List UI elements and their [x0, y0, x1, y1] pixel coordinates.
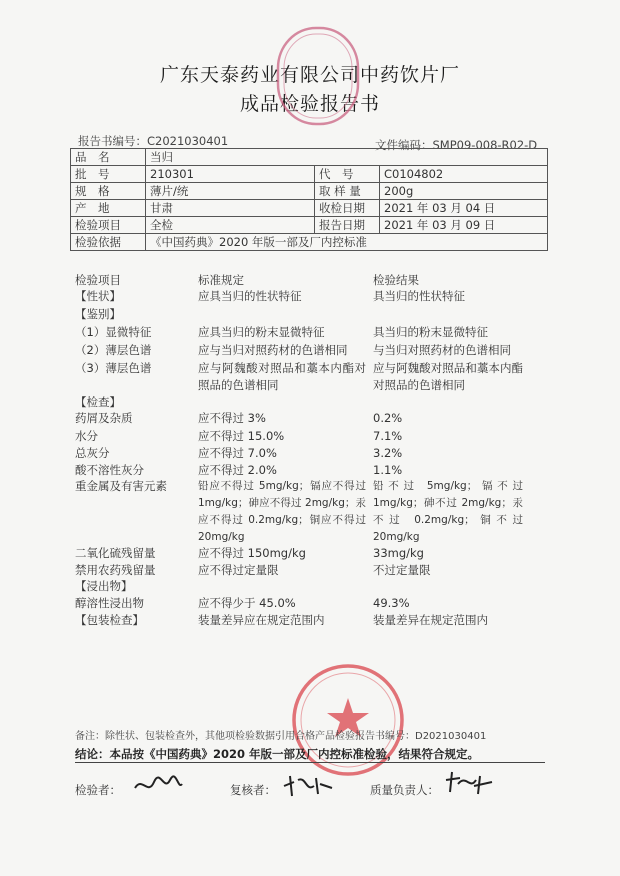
row-standard: 应具当归的粉末显微特征 — [198, 325, 325, 339]
inspector-signature — [130, 770, 185, 800]
origin-label: 产 地 — [71, 200, 146, 217]
row-result: 铅不过 5mg/kg；镉不过 1mg/kg；砷不过 2mg/kg；汞不过 0.2mg/kg；铜不过 20mg/kg — [373, 480, 523, 543]
item-label: 检验项目 — [71, 217, 146, 234]
row-result: 与当归对照药材的色谱相同 — [373, 343, 511, 357]
row-standard: 应不得过 3% — [198, 411, 266, 425]
col-standard-header: 标准规定 — [198, 273, 244, 287]
row-result: 3.2% — [373, 446, 403, 460]
row-item: 【性状】 — [75, 289, 121, 303]
row-standard: 应与当归对照药材的色谱相同 — [198, 343, 348, 357]
qa-label: 质量负责人： — [370, 783, 439, 797]
item-value: 全检 — [146, 217, 315, 234]
spec-value: 薄片/统 — [146, 183, 315, 200]
row-item: （3）薄层色谱 — [75, 361, 152, 375]
row-result: 不过定量限 — [373, 563, 431, 577]
row-result: 49.3% — [373, 596, 410, 610]
qa-signature — [442, 768, 497, 798]
col-result-header: 检验结果 — [373, 273, 419, 287]
basis-label: 检验依据 — [71, 234, 146, 251]
inspection-seal — [270, 20, 365, 130]
row-item: 【包装检查】 — [75, 613, 144, 627]
row-item: 二氧化硫残留量 — [75, 546, 156, 560]
row-result: 应与阿魏酸对照品和藁本内酯对照品的色谱相同 — [373, 361, 523, 392]
batch-label: 批 号 — [71, 166, 146, 183]
report-number: 报告书编号：C2021030401 — [78, 134, 229, 148]
row-item: 酸不溶性灰分 — [75, 463, 144, 477]
row-result: 装量差异在规定范围内 — [373, 613, 488, 627]
row-item: 药屑及杂质 — [75, 411, 133, 425]
info-table — [70, 148, 548, 251]
row-result: 0.2% — [373, 411, 403, 425]
report-date-value: 2021 年 03 月 09 日 — [380, 217, 548, 234]
row-standard: 应不得过定量限 — [198, 563, 279, 577]
file-code: 文件编码：SMP09-008-R02-D — [375, 138, 538, 152]
batch-value: 210301 — [146, 166, 315, 183]
row-standard: 应不得过 15.0% — [198, 429, 285, 443]
row-item: 禁用农药残留量 — [75, 563, 156, 577]
row-result: 1.1% — [373, 463, 403, 477]
report-date-label: 报告日期 — [315, 217, 380, 234]
row-result: 具当归的性状特征 — [373, 289, 465, 303]
code-value: C0104802 — [380, 166, 548, 183]
conclusion-text: 结论：本品按《中国药典》2020 年版一部及厂内控标准检验，结果符合规定。 — [75, 747, 480, 761]
recv-date-label: 收检日期 — [315, 200, 380, 217]
row-standard: 应不得少于 45.0% — [198, 596, 296, 610]
product-value: 当归 — [146, 149, 548, 166]
row-item: 【检查】 — [75, 395, 121, 409]
row-standard: 铅应不得过 5mg/kg；镉应不得过 1mg/kg；砷应不得过 2mg/kg；汞应不得过 0.2mg/kg；铜应不得过 20mg/kg — [198, 480, 366, 543]
row-item: 重金属及有害元素 — [75, 479, 167, 493]
row-item: 【浸出物】 — [75, 579, 133, 593]
inspector-label: 检验者： — [75, 783, 121, 797]
row-item: （1）显微特征 — [75, 325, 152, 339]
reviewer-label: 复核者： — [230, 783, 276, 797]
recv-date-value: 2021 年 03 月 04 日 — [380, 200, 548, 217]
row-standard: 应具当归的性状特征 — [198, 289, 302, 303]
origin-value: 甘肃 — [146, 200, 315, 217]
row-standard: 装量差异应在规定范围内 — [198, 613, 325, 627]
basis-value: 《中国药典》2020 年版一部及厂内控标准 — [146, 234, 548, 251]
row-result: 33mg/kg — [373, 546, 424, 560]
divider — [75, 762, 545, 763]
note-text: 备注：除性状、包装检查外，其他项检验数据引用合格产品检验报告书编号：D2021030401 — [75, 731, 487, 742]
row-result: 具当归的粉末显微特征 — [373, 325, 488, 339]
row-standard: 应不得过 7.0% — [198, 446, 277, 460]
row-item: 【鉴别】 — [75, 307, 121, 321]
code-label: 代 号 — [315, 166, 380, 183]
reviewer-signature — [280, 772, 335, 800]
row-standard: 应不得过 2.0% — [198, 463, 277, 477]
document-subtitle: 成品检验报告书 — [239, 93, 380, 115]
row-standard: 应不得过 150mg/kg — [198, 546, 306, 560]
spec-label: 规 格 — [71, 183, 146, 200]
row-item: （2）薄层色谱 — [75, 343, 152, 357]
row-result: 7.1% — [373, 429, 403, 443]
row-item: 醇溶性浸出物 — [75, 596, 144, 610]
row-item: 总灰分 — [75, 446, 110, 460]
product-label: 品 名 — [71, 149, 146, 166]
document-title: 广东天泰药业有限公司中药饮片厂 — [159, 64, 460, 86]
sample-label: 取 样 量 — [315, 183, 380, 200]
row-item: 水分 — [75, 429, 98, 443]
row-standard: 应与阿魏酸对照品和藁本内酯对照品的色谱相同 — [198, 361, 366, 392]
sample-value: 200g — [380, 183, 548, 200]
col-item-header: 检验项目 — [75, 273, 121, 287]
